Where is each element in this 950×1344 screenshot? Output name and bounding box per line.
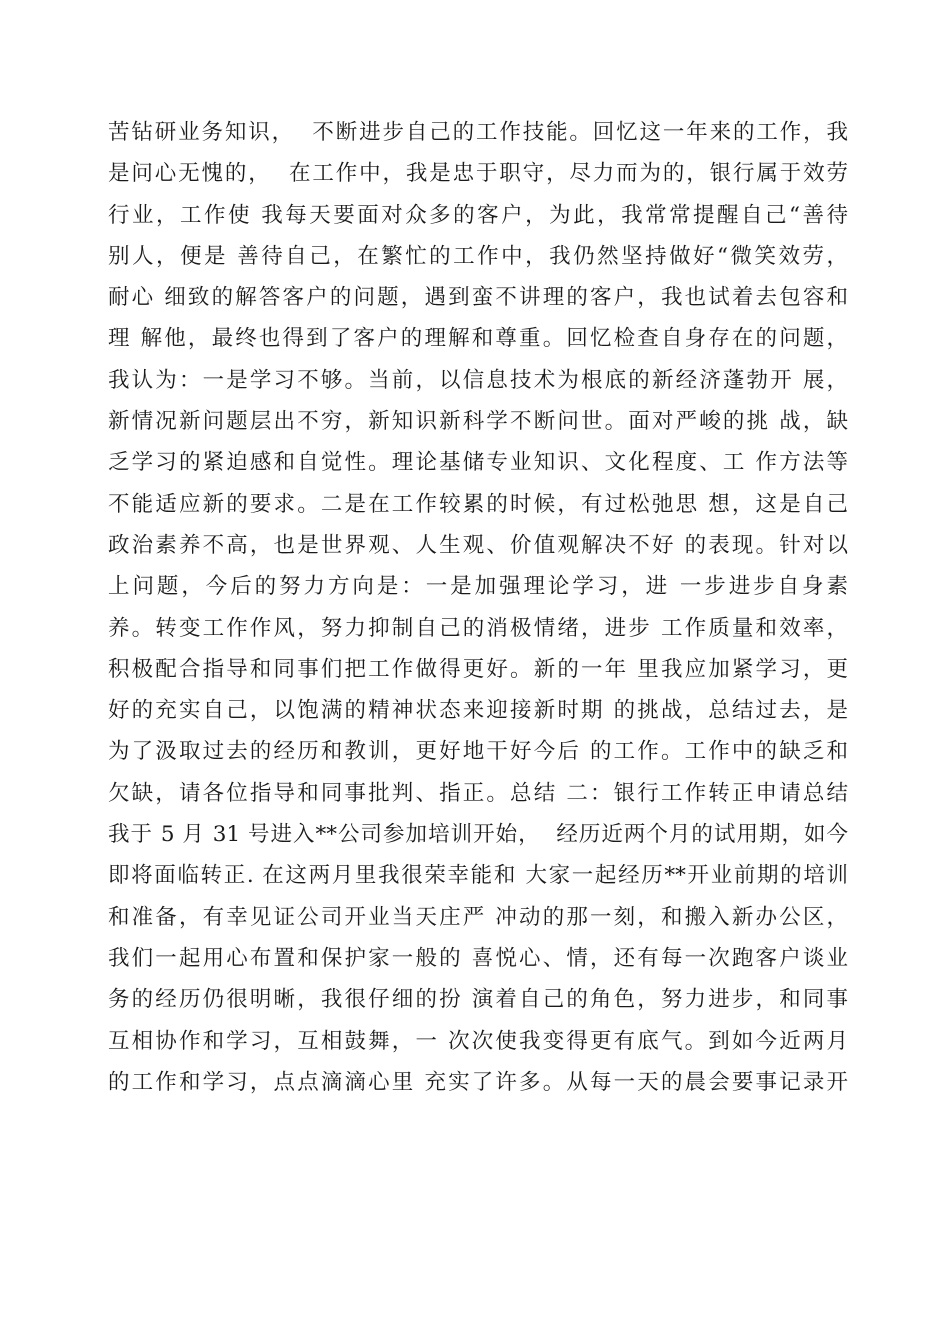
text-line: 上问题，今后的努力方向是：一是加强理论学习，进 一步进步自身素: [108, 574, 848, 600]
text-line: 乏学习的紧迫感和自觉性。理论基储专业知识、文化程度、工 作方法等: [108, 450, 848, 476]
text-line: 别人，便是 善待自己，在繁忙的工作中，我仍然坚持做好“微笑效劳，: [108, 243, 848, 269]
text-line: 政治素养不高，也是世界观、人生观、价值观解决不好 的表现。针对以: [108, 532, 848, 558]
text-line: 我于 5 月 31 号进入**公司参加培训开始， 经历近两个月的试用期，如今: [108, 822, 848, 848]
text-line: 的工作和学习，点点滴滴心里 充实了许多。从每一天的晨会要事记录开: [108, 1069, 848, 1095]
text-line: 新情况新问题层出不穷，新知识新科学不断问世。面对严峻的挑 战，缺: [108, 409, 848, 435]
text-line: 我们一起用心布置和保护家一般的 喜悦心、情，还有每一次跑客户谈业: [108, 945, 848, 971]
text-line: 耐心 细致的解答客户的问题，遇到蛮不讲理的客户，我也试着去包容和: [108, 285, 848, 311]
text-line: 积极配合指导和同事们把工作做得更好。新的一年 里我应加紧学习，更: [108, 656, 848, 682]
text-line: 苦钻研业务知识， 不断进步自己的工作技能。回忆这一年来的工作，我: [108, 120, 848, 145]
text-line: 和准备，有幸见证公司开业当天庄严 冲动的那一刻，和搬入新办公区，: [108, 904, 848, 930]
text-line: 为了汲取过去的经历和教训，更好地干好今后 的工作。工作中的缺乏和: [108, 739, 848, 765]
text-line: 欠缺，请各位指导和同事批判、指正。总结 二：银行工作转正申请总结: [108, 780, 848, 806]
text-line: 好的充实自己，以饱满的精神状态来迎接新时期 的挑战，总结过去，是: [108, 698, 848, 724]
text-line: 务的经历仍很明晰，我很仔细的扮 演着自己的角色，努力进步，和同事: [108, 987, 848, 1013]
text-line: 行业，工作使 我每天要面对众多的客户，为此，我常常提醒自己“善待: [108, 202, 848, 228]
text-line: 不能适应新的要求。二是在工作较累的时候，有过松弛思 想，这是自己: [108, 491, 848, 517]
text-line: 即将面临转正. 在这两月里我很荣幸能和 大家一起经历**开业前期的培训: [108, 863, 848, 889]
text-line: 我认为：一是学习不够。当前，以信息技术为根底的新经济蓬勃开 展，: [108, 367, 848, 393]
body-text: [108, 112, 848, 1103]
text-line: 互相协作和学习，互相鼓舞，一 次次使我变得更有底气。到如今近两月: [108, 1028, 848, 1054]
text-line: 养。转变工作作风，努力抑制自己的消极情绪，进步 工作质量和效率，: [108, 615, 848, 641]
text-line: 理 解他，最终也得到了客户的理解和尊重。回忆检查自身存在的问题，: [108, 326, 848, 352]
text-line: 是问心无愧的， 在工作中，我是忠于职守，尽力而为的，银行属于效劳: [108, 161, 848, 187]
